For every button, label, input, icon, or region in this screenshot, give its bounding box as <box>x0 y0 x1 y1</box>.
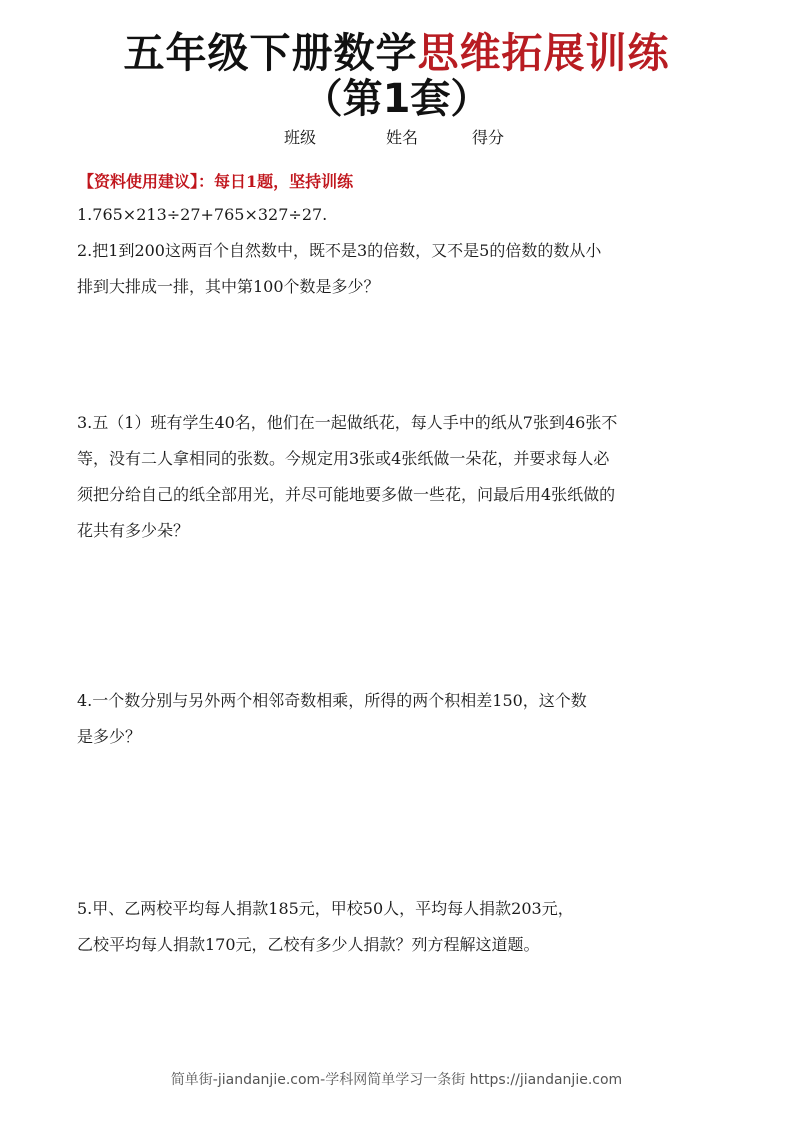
question-line: 是多少？ <box>77 727 142 746</box>
title-main: 五年级下册数学 <box>123 29 418 77</box>
score-label: 得分 <box>472 128 505 147</box>
question-line: 等，没有二人拿相同的张数。今规定用3张或4张纸做一朵花，并要求每人必 <box>77 449 610 468</box>
question-4 <box>77 683 722 755</box>
question-line: 须把分给自己的纸全部用光，并尽可能地要多做一些花，问最后用4张纸做的 <box>77 485 616 504</box>
page-title <box>0 28 793 78</box>
question-line: 2.把1到200这两百个自然数中，既不是3的倍数，又不是5的倍数的数从小 <box>77 241 602 260</box>
question-line: 5.甲、乙两校平均每人捐款185元，甲校50人，平均每人捐款203元， <box>77 899 574 918</box>
name-label: 姓名 <box>386 128 419 147</box>
title-highlight: 思维拓展训练 <box>417 29 670 77</box>
question-2 <box>77 233 722 305</box>
question-line: 乙校平均每人捐款170元，乙校有多少人捐款？列方程解这道题。 <box>77 935 540 954</box>
question-1 <box>77 197 722 233</box>
footer-source: 简单街-jiandanjie.com-学科网简单学习一条街 https://jiandanjie.com <box>170 1072 623 1088</box>
page-subtitle: （第1套） <box>302 76 491 122</box>
question-5 <box>77 891 722 963</box>
usage-advice: 【资料使用建议】：每日1题，坚持训练 <box>78 172 354 191</box>
question-line: 1.765×213÷27+765×327÷27. <box>77 205 328 224</box>
question-line: 花共有多少朵？ <box>77 521 190 540</box>
question-line: 排到大排成一排，其中第100个数是多少？ <box>77 277 380 296</box>
question-line: 4.一个数分别与另外两个相邻奇数相乘，所得的两个积相差150，这个数 <box>77 691 587 710</box>
question-3 <box>77 405 722 549</box>
class-label: 班级 <box>284 128 317 147</box>
question-line: 3.五（1）班有学生40名，他们在一起做纸花，每人手中的纸从7张到46张不 <box>77 413 618 432</box>
